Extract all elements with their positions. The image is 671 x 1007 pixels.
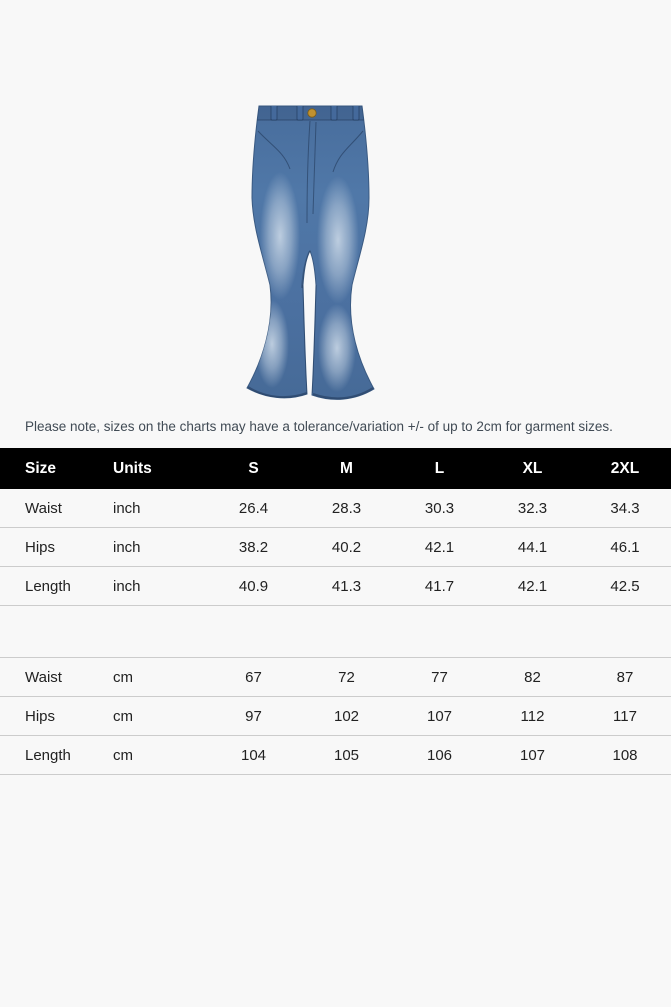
value-cell: 87 xyxy=(579,658,671,697)
units-label: inch xyxy=(90,489,207,528)
row-length-inch xyxy=(0,567,671,606)
value-cell: 30.3 xyxy=(393,489,486,528)
value-cell xyxy=(486,606,579,658)
header-size-2xl: 2XL xyxy=(579,448,671,489)
value-cell: 112 xyxy=(486,697,579,736)
size-chart-table xyxy=(0,448,671,775)
row-hips-inch xyxy=(0,528,671,567)
value-cell xyxy=(207,606,300,658)
units-label: cm xyxy=(90,736,207,775)
units-label: cm xyxy=(90,658,207,697)
value-cell: 105 xyxy=(300,736,393,775)
value-cell: 107 xyxy=(486,736,579,775)
row-spacer xyxy=(0,606,671,658)
value-cell xyxy=(579,606,671,658)
row-waist-cm xyxy=(0,658,671,697)
value-cell: 77 xyxy=(393,658,486,697)
value-cell: 41.3 xyxy=(300,567,393,606)
row-hips-cm xyxy=(0,697,671,736)
measure-label: Hips xyxy=(0,697,90,736)
measure-label: Length xyxy=(0,736,90,775)
value-cell: 32.3 xyxy=(486,489,579,528)
value-cell: 34.3 xyxy=(579,489,671,528)
value-cell: 42.1 xyxy=(486,567,579,606)
value-cell: 42.1 xyxy=(393,528,486,567)
header-size-s: S xyxy=(207,448,300,489)
value-cell: 40.2 xyxy=(300,528,393,567)
value-cell xyxy=(393,606,486,658)
product-image-area xyxy=(0,0,671,405)
jeans-button xyxy=(308,109,316,117)
row-waist-inch xyxy=(0,489,671,528)
value-cell: 38.2 xyxy=(207,528,300,567)
value-cell: 107 xyxy=(393,697,486,736)
header-units: Units xyxy=(90,448,207,489)
value-cell: 42.5 xyxy=(579,567,671,606)
units-label xyxy=(90,606,207,658)
row-length-cm xyxy=(0,736,671,775)
value-cell: 106 xyxy=(393,736,486,775)
value-cell: 41.7 xyxy=(393,567,486,606)
value-cell: 46.1 xyxy=(579,528,671,567)
measure-label: Length xyxy=(0,567,90,606)
value-cell: 28.3 xyxy=(300,489,393,528)
header-size-m: M xyxy=(300,448,393,489)
header-size-xl: XL xyxy=(486,448,579,489)
value-cell: 44.1 xyxy=(486,528,579,567)
tolerance-note: Please note, sizes on the charts may have a tolerance/variation +/- of up to 2cm for garment sizes. xyxy=(25,419,613,434)
measure-label: Waist xyxy=(0,658,90,697)
header-size-l: L xyxy=(393,448,486,489)
units-label: inch xyxy=(90,528,207,567)
value-cell xyxy=(300,606,393,658)
measure-label: Waist xyxy=(0,489,90,528)
units-label: cm xyxy=(90,697,207,736)
value-cell: 108 xyxy=(579,736,671,775)
header-size: Size xyxy=(0,448,90,489)
value-cell: 97 xyxy=(207,697,300,736)
value-cell: 117 xyxy=(579,697,671,736)
value-cell: 104 xyxy=(207,736,300,775)
value-cell: 102 xyxy=(300,697,393,736)
size-chart-header-row xyxy=(0,448,671,489)
units-label: inch xyxy=(90,567,207,606)
measure-label: Hips xyxy=(0,528,90,567)
value-cell: 40.9 xyxy=(207,567,300,606)
value-cell: 82 xyxy=(486,658,579,697)
value-cell: 26.4 xyxy=(207,489,300,528)
measure-label xyxy=(0,606,90,658)
value-cell: 72 xyxy=(300,658,393,697)
flare-jeans-image xyxy=(225,88,445,408)
value-cell: 67 xyxy=(207,658,300,697)
